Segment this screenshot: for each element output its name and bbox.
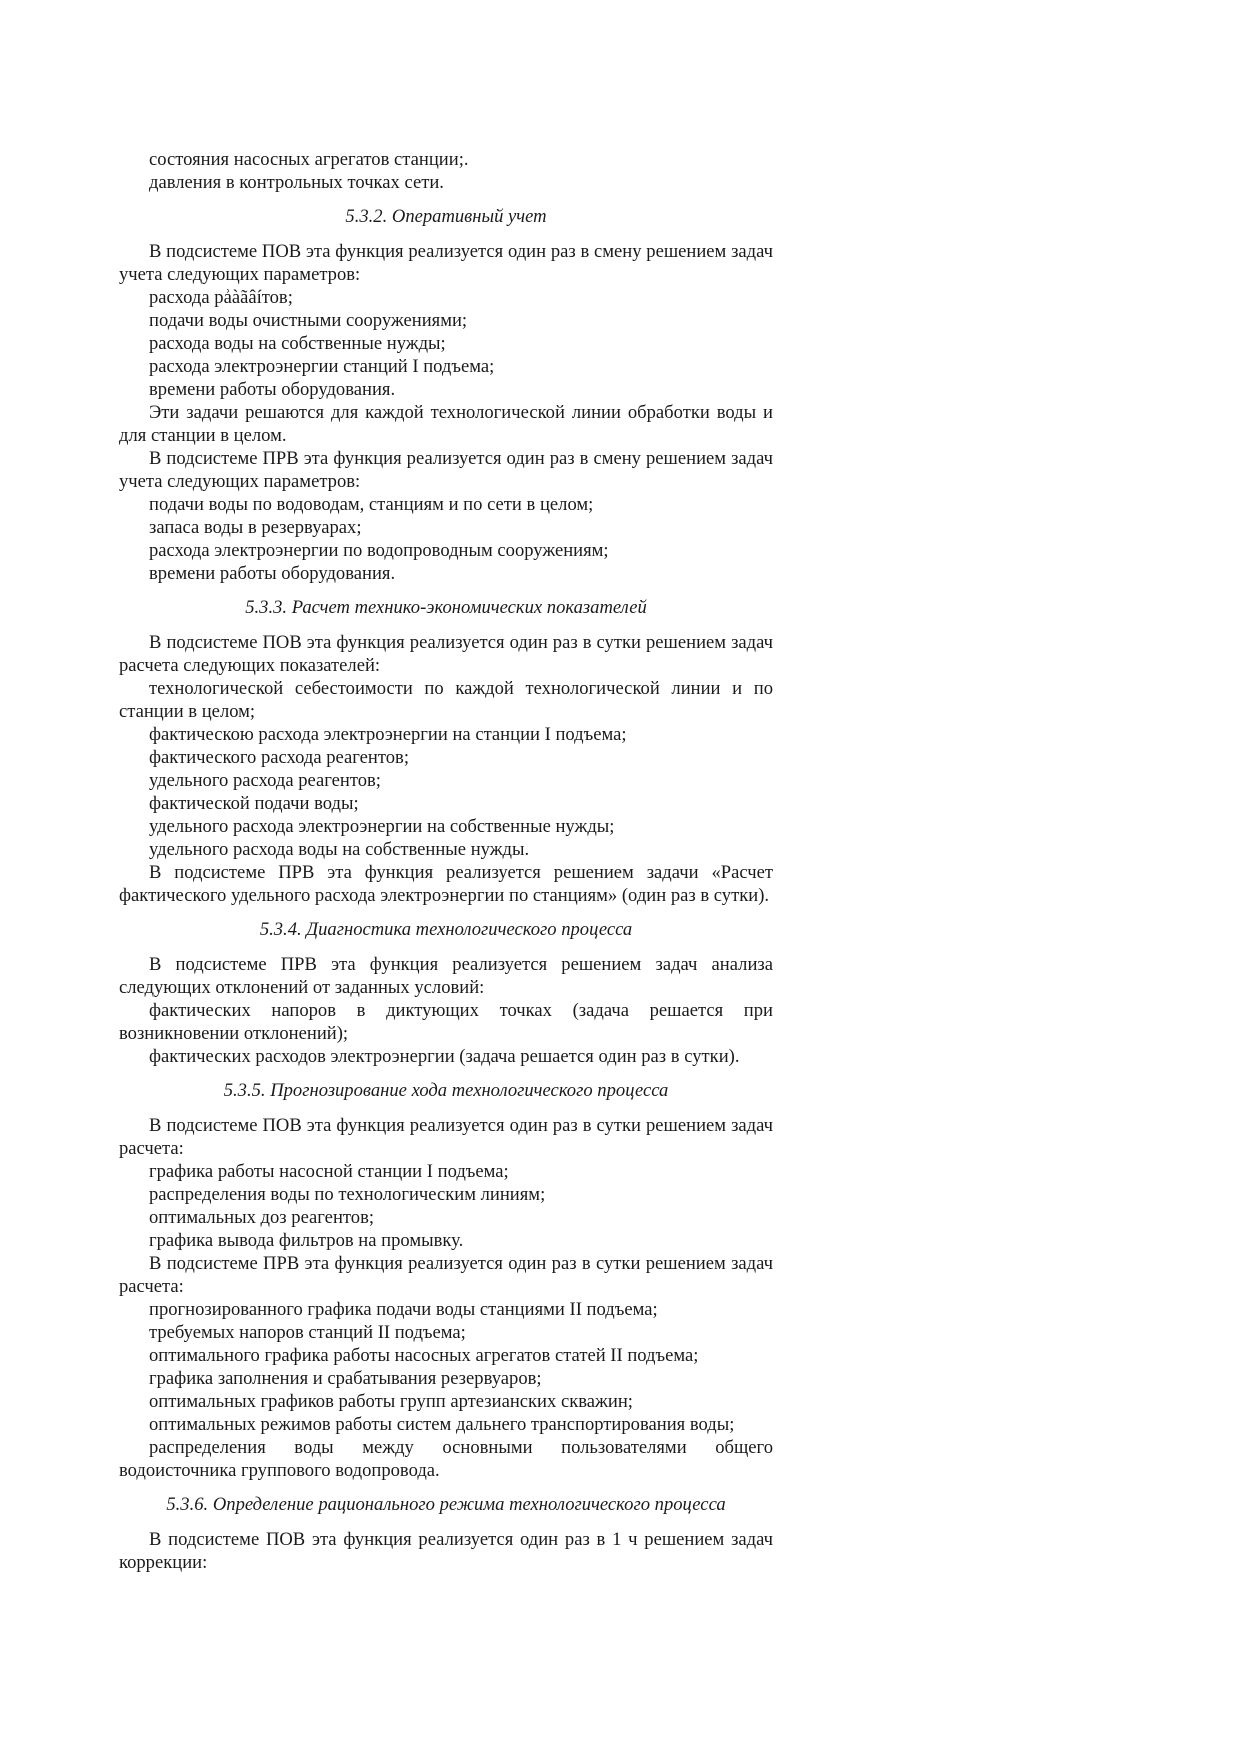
list-item: требуемых напоров станций II подъема; [149, 1322, 466, 1343]
section-heading: 5.3.4. Диагностика технологического процесса [259, 919, 633, 940]
list-item: состояния насосных агрегатов станции;. [149, 149, 469, 170]
list-item: оптимальных графиков работы групп артезианских скважин; [149, 1391, 633, 1412]
paragraph: Эти задачи решаются для каждой технологической линии обработки воды и для станции в целом. [119, 402, 773, 446]
list-item: подачи воды очистными сооружениями; [149, 310, 468, 331]
list-item: подачи воды по водоводам, станциям и по сети в целом; [149, 494, 594, 515]
section-heading: 5.3.3. Расчет технико-экономических показателей [245, 597, 647, 618]
list-item: фактического расхода реагентов; [149, 747, 409, 768]
paragraph: В подсистеме ПОВ эта функция реализуется один раз в 1 ч решением задач коррекции: [119, 1529, 773, 1573]
list-item: распределения воды по технологическим линиям; [149, 1184, 546, 1205]
paragraph: оптимальных режимов работы систем дальнего транспортирования воды; [149, 1414, 735, 1435]
paragraph: В подсистеме ПОВ эта функция реализуется один раз в сутки решением задач расчета следующих показателей: [119, 632, 773, 676]
section-heading: 5.3.2. Оперативный учет [345, 206, 547, 227]
section-heading: 5.3.6. Определение рационального режима технологического процесса [166, 1494, 726, 1515]
list-item: удельного расхода электроэнергии на собственные нужды; [149, 816, 615, 837]
list-item: расхода электроэнергии станций I подъема; [149, 356, 495, 377]
list-item: расхода pẚàãâíтов; [149, 287, 293, 308]
list-item: удельного расхода воды на собственные нужды. [149, 839, 530, 860]
document-page [119, 148, 773, 1574]
paragraph: фактических расходов электроэнергии (задача решается один раз в сутки). [149, 1046, 740, 1067]
list-item: графика заполнения и срабатывания резервуаров; [149, 1368, 542, 1389]
list-item: прогнозированного графика подачи воды станциями II подъема; [149, 1299, 658, 1320]
list-item: времени работы оборудования. [149, 379, 396, 400]
paragraph: технологической себестоимости по каждой технологической линии и по станции в целом; [119, 678, 773, 722]
paragraph: фактических напоров в диктующих точках (задача решается при возникновении отклонений); [119, 1000, 773, 1044]
paragraph: В подсистеме ПРВ эта функция реализуется один раз в сутки решением задач расчета: [119, 1253, 773, 1297]
list-item: расхода воды на собственные нужды; [149, 333, 446, 354]
section-heading: 5.3.5. Прогнозирование хода технологического процесса [223, 1080, 669, 1101]
paragraph: В подсистеме ПРВ эта функция реализуется решением задачи «Расчет фактического удельного расхода электроэнергии по станциям» (один раз в сутки). [119, 862, 773, 906]
list-item: давления в контрольных точках сети. [149, 172, 444, 193]
list-item: запаса воды в резервуарах; [149, 517, 362, 538]
list-item: расхода электроэнергии по водопроводным сооружениям; [149, 540, 609, 561]
list-item: графика вывода фильтров на промывку. [149, 1230, 464, 1251]
list-item: графика работы насосной станции I подъема; [149, 1161, 509, 1182]
paragraph: распределения воды между основными пользователями общего водоисточника группового водопровода. [119, 1437, 773, 1481]
paragraph: В подсистеме ПОВ эта функция реализуется один раз в сутки решением задач расчета: [119, 1115, 773, 1159]
list-item: фактическою расхода электроэнергии на станции I подъема; [149, 724, 627, 745]
paragraph: В подсистеме ПРВ эта функция реализуется решением задач анализа следующих отклонений от заданных условий: [119, 954, 773, 998]
list-item: удельного расхода реагентов; [149, 770, 381, 791]
list-item: оптимального графика работы насосных агрегатов статей II подъема; [149, 1345, 699, 1366]
list-item: времени работы оборудования. [149, 563, 396, 584]
paragraph: В подсистеме ПРВ эта функция реализуется один раз в смену решением задач учета следующих параметров: [119, 448, 773, 492]
paragraph: В подсистеме ПОВ эта функция реализуется один раз в смену решением задач учета следующих параметров: [119, 241, 773, 285]
list-item: оптимальных доз реагентов; [149, 1207, 375, 1228]
list-item: фактической подачи воды; [149, 793, 359, 814]
